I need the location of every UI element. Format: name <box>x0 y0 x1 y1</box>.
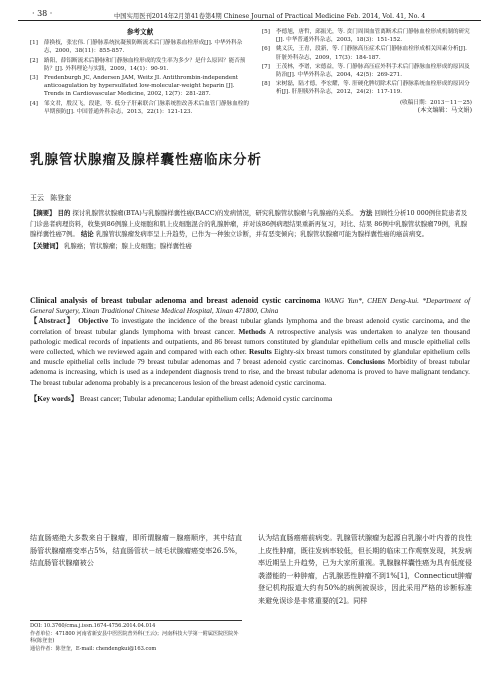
page-number: · 38 · <box>32 9 53 18</box>
journal-title: 中国实用医刊2014年2月第41卷第4期 Chinese Journal of Practical Medicine Feb. 2014, Vol. 41, No. 4 <box>114 13 426 20</box>
english-affiliation: *, CHEN Deng-kui. *Department of General Surgery, Xinan Traditional Chinese Medical Hospital, Xinan 471800, China <box>30 296 470 316</box>
abstract-results: 86例中乳腺管状腺瘤79例，乳腺腺样囊性癌7例。 <box>30 219 468 239</box>
keywords-en: 【Key words】 Breast cancer; Tubular adenoma; Landular epithelium cells; Adenoid cystic carcinoma <box>30 393 333 403</box>
body-text-left: 结直肠癌绝大多数来自于腺瘤，即所谓腺瘤－腺癌顺序，其中结直肠管状腺瘤癌变率占5%，结直肠管状－绒毛状腺瘤癌变率26.5%，结直肠管状腺瘤被公 <box>30 533 242 568</box>
reference-item: [3] Fredenburgh JC, Andersen JAM, Weitz JI. Antithrombin-independent anticoagulation by hypersulfated low-molecular-weight heparin [J]. Trends in Cardiovascular Medicine, 2002, 12(7)：281-287. <box>30 75 239 98</box>
editor-note: (本文编辑：马文娟) <box>417 106 472 114</box>
keywords-cn: 【关键词】 乳腺癌；管状腺瘤；腺上皮细胞；腺样囊性癌 <box>30 241 192 250</box>
article-authors: 王云 陈登奎 <box>30 194 72 202</box>
article-title: 乳腺管状腺瘤及腺样囊性癌临床分析 <box>30 152 262 168</box>
reference-item: [8] 宋树磊，陆才德，李宏耀，等. 肝硬化脾切除术后门静脉系统血栓形成的原因分析[J]. 肝胆胰外科杂志，2012，24(2)：117-119. <box>262 81 470 96</box>
reference-item: [5] 李德旭，唐哲，邱振光，等. 贲门周围血管离断术后门静脉血栓形成机制的研究[J]. 中华普通外科杂志，2003，18(3)：151-152. <box>262 29 470 44</box>
reference-item: [7] 王茂林，李谱，宋德益，等. 门静脉高压症外科手术后门静脉血栓形成的原因及防治[J]. 中华外科杂志，2004，42(5)：269-271. <box>262 63 470 79</box>
corresponding-author: 通信作者：陈登奎，E-mail: chendengkui@163.com <box>30 645 157 652</box>
reference-item: [1] 薛换枝，张宏伟. 门静脉系统抗凝预防断流术后门静脉系血栓形成[J]. 中华外科杂志，2000，38(11)：855-857. <box>30 40 243 55</box>
abstract-conclusion: 乳腺管状腺瘤发病率呈上升趋势，已作为一种独立诊断，并有恶变倾向；乳腺管状腺瘤可能为腺样囊性癌的癌前病变。 <box>95 230 428 239</box>
references-right <box>262 28 472 115</box>
reference-item: [6] 姚义沃，王青，段新，等. 门静脉高压症术后门静脉血栓形成相关因素分析[J]. 肝脏外科杂志，2009，17(3)：184-187. <box>262 46 467 61</box>
abstract-methods: 回顾性分析10 000例住院患者及门诊患者病理资料，收集到86例腺上皮细胞和肌上皮细胞混合的乳腺肿瘤，并对该86例病理结果重新再复习，对比、结果 <box>30 209 468 228</box>
author-affiliation: 作者单位：471800 河南省新安县中医医院普外科(王云)；河南科技大学第一附属医院医院外科(陈登奎) <box>30 630 239 645</box>
reference-item: [2] 路阳，薛铝断流术后静脉和门静脉血栓形成的发生率为多少？是什么原因？能否预防？[J]. 外科理论与实践，2009，14(1)：90-91. <box>30 57 246 72</box>
english-abstract: Clinical analysis of breast tubular adenoma and breast adenoid cystic carcinoma WANG Yun*, CHEN Deng-kui. *Department of General Surgery, Xinan Traditional Chinese Medical Hospital, Xinan 471800, China 【Abstract】 Objective To investigate the incidence of the breast tubular glands lymphoma and the breast adenoid cystic carcinoma, and the correlation of breast tubular glands lymphoma with breast cancer. Methods A retrospective analysis was undertaken to analyze ten thousand pathologic medical records of inpatients and outpatients, and 86 breast tumors constituted by glandular epithelium cells and muscle epithelial cells were collected, which we reviewed again and compared with each other. Results Eighty-six breast tumors constituted by glandular epithelium cells and muscle epithelial cells include 79 breast tubular adenomas and 7 breast adenoid cystic carcinomas. Conclusions Morbidity of breast tubular adenoma is increasing, which is used as a independent diagnosis trend to rise, and the breast tubular adenoma is proved to have malignant tendancy. The breast tubular adenoma probably is a precancerous lesion of the breast adenoid cystic carcinoma. 【Key words】 Breast cancer; Tubular adenoma; Landular epithelium cells; Adenoid cystic carcinoma <box>30 296 471 403</box>
body-text-right: 认为结直肠癌癌前病变。乳腺管状腺瘤为起源自乳腺小叶内普的良性上皮性肿瘤，既往发病率较低，但长期的临床工作观察发现，其发病率近期呈上升趋势，已为大家所重视。乳腺腺样囊性癌为具有低度侵袭潜能的一种肿瘤，占乳腺恶性肿瘤不到1%[1]，Connecticut肿瘤登记机构报道大约有50%的病例被误诊，因此采用严格的诊断标准来避免误诊是非常重要的[2]。同样 <box>258 533 472 605</box>
english-authors: WANG Yun <box>323 296 359 305</box>
reference-item: [4] 邹文君，殷汉飞，段建，等. 低分子肝素联合门脉系统腔改善术后血管门静脉血栓的早期预防[J]. 中国普通外科杂志，2013，22(1)：121-123. <box>30 100 249 115</box>
running-header <box>18 8 481 21</box>
doi: DOI: 10.3760/cma.j.issn.1674-4756.2014.04.014 <box>30 623 156 629</box>
chinese-abstract: 【摘要】 目的 探讨乳腺管状腺瘤(BTA)与乳腺腺样囊性癌(BACC)的发病情况，研究乳腺管状腺瘤与乳腺癌的关系。 方法 回顾性分析10 000例住院患者及门诊患者病理资料，收集到86例腺上皮细胞和肌上皮细胞混合的乳腺肿瘤，并对该86例病理结果重新再复习，对比、结果 86例中乳腺管状腺瘤79例，乳腺腺样囊性癌7例。 结论 乳腺管状腺瘤发病率呈上升趋势，已作为一种独立诊断，并有恶变倾向；乳腺管状腺瘤可能为腺样囊性癌的癌前病变。 【关键词】 乳腺癌；管状腺瘤；腺上皮细胞；腺样囊性癌 <box>30 208 470 251</box>
references-left <box>30 28 250 117</box>
abstract-label: 【摘要】 <box>30 209 56 217</box>
abstract-objective: 探讨乳腺管状腺瘤(BTA)与乳腺腺样囊性癌(BACC)的发病情况，研究乳腺管状腺瘤与乳腺癌的关系。 <box>72 209 358 217</box>
received-date: (收稿日期：2013－11－25) <box>400 99 472 106</box>
footnote <box>30 620 242 653</box>
english-title: Clinical analysis of breast tubular adenoma and breast adenoid cystic carcinoma <box>30 296 321 305</box>
references-heading: 参考文献 <box>126 28 154 36</box>
